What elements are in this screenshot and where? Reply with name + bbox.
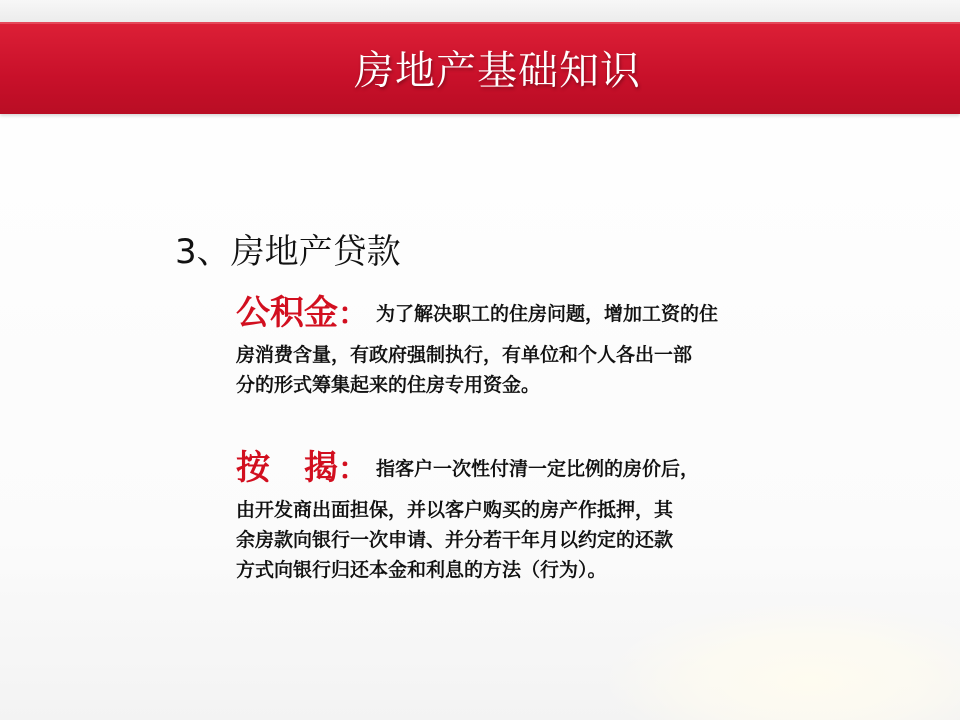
definition-line: 分的形式筹集起来的住房专用资金。	[236, 374, 541, 396]
term-colon: ：	[338, 297, 368, 332]
definition-block-provident-fund	[236, 292, 826, 400]
light-glow	[600, 600, 960, 720]
section-heading: 3、房地产贷款	[175, 232, 401, 272]
definition-line: 方式向银行归还本金和利息的方法（行为）。	[236, 559, 607, 581]
definition-first-line: 为了解决职工的住房问题，增加工资的住	[376, 303, 719, 325]
term-label: 公积金	[236, 293, 338, 333]
definition-line: 房消费含量，有政府强制执行，有单位和个人各出一部	[236, 344, 693, 366]
definition-line: 由开发商出面担保，并以客户购买的房产作抵押，其	[236, 499, 674, 521]
term-colon: ：	[338, 452, 368, 487]
slide-title: 房地产基础知识	[354, 47, 641, 94]
definition-first-line: 指客户一次性付清一定比例的房价后，	[376, 458, 700, 480]
definition-block-mortgage	[236, 447, 826, 585]
term-label: 按 揭	[236, 448, 338, 488]
definition-head-line	[236, 292, 826, 340]
definition-line: 余房款向银行一次申请、并分若干年月以约定的还款	[236, 529, 674, 551]
top-strip	[0, 0, 960, 22]
definition-head-line	[236, 447, 826, 495]
